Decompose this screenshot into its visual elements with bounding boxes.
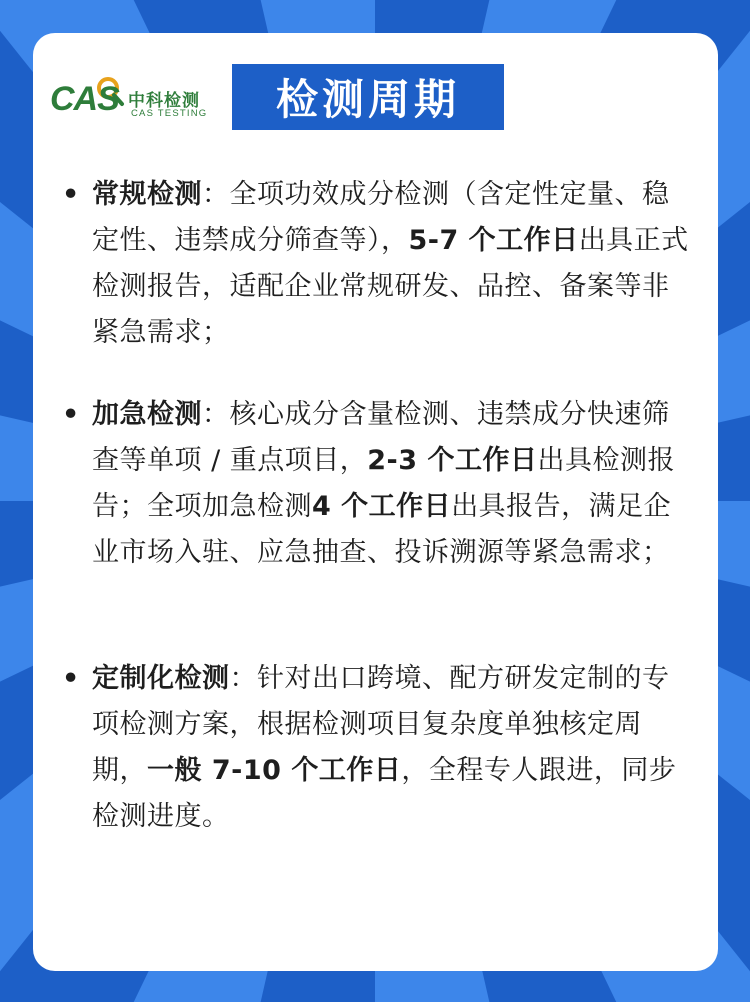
section-text: 核心成分含量检测、违禁成分快速筛查等单项 / 重点项目， [92,399,670,476]
section-separator: ： [229,663,257,694]
section-text: 出具检测报告；全项加急检测 [92,445,675,522]
section-title: 定制化检测 [92,663,230,694]
section-highlight: 一般 7-10 个工作日 [147,755,402,786]
section-highlight: 5-7 个工作日 [408,225,579,256]
section-separator: ： [202,399,230,430]
section-text: 出具报告，满足企业市场入驻、应急抽查、投诉溯源等紧急需求； [92,491,672,568]
section-custom [62,656,692,840]
section-title: 常规检测 [92,179,202,210]
logo-chinese-name: 中科检测 [128,91,200,111]
page-title: 检测周期 [232,64,504,130]
section-highlight: 4 个工作日 [312,491,452,522]
section-text: 出具正式检测报告，适配企业常规研发、品控、备案等非紧急需求； [92,225,689,348]
section-urgent [62,392,692,576]
section-highlight: 2-3 个工作日 [367,445,538,476]
section-text: 全项功效成分检测（含定性定量、稳定性、违禁成分筛查等）， [92,179,670,256]
bullet-dot-icon: • [62,179,80,210]
section-text: 针对出口跨境、配方研发定制的专项检测方案，根据检测项目复杂度单独核定周期， [92,663,670,786]
section-title: 加急检测 [92,399,202,430]
section-separator: ： [202,179,230,210]
section-regular [62,172,692,356]
bullet-dot-icon: • [62,399,80,430]
section-text: ，全程专人跟进，同步检测进度。 [92,755,677,832]
logo-english-name: CAS TESTING [131,108,208,119]
logo-text: CAS [50,80,119,118]
bullet-dot-icon: • [62,663,80,694]
